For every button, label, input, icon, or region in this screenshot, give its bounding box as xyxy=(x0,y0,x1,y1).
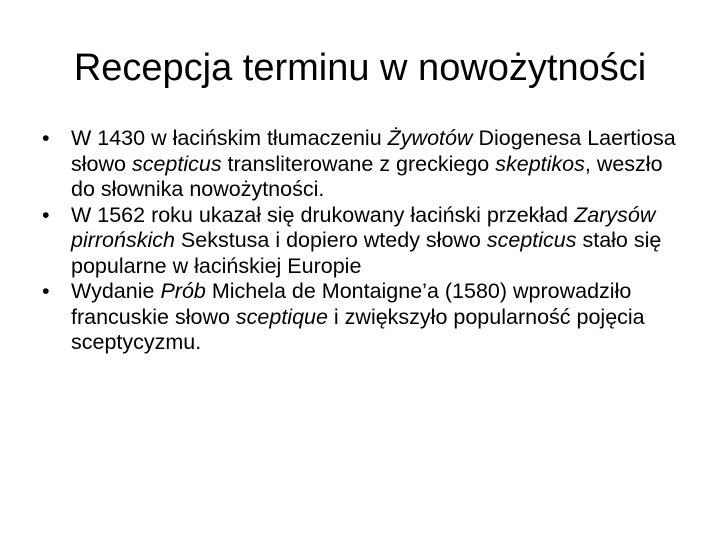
italic-title-text: scepticus xyxy=(486,228,577,252)
text-segment: transliterowane z greckiego xyxy=(221,151,496,176)
bullet-dot-icon: • xyxy=(42,126,50,150)
bullet-text xyxy=(71,126,676,201)
text-segment: , weszło do słownika nowożytności. xyxy=(71,151,663,201)
bullet-dot-icon: • xyxy=(42,279,50,303)
italic-title-text: Prób xyxy=(160,279,206,303)
bullet-item xyxy=(42,279,682,356)
slide-title: Recepcja terminu w nowożytności xyxy=(73,47,647,89)
text-segment: i zwiększyło popularność pojęcia sceptycyzmu. xyxy=(71,304,645,354)
italic-title-text: skeptikos xyxy=(495,151,585,176)
italic-title-text: sceptique xyxy=(235,304,328,329)
text-segment: Wydanie xyxy=(71,279,161,303)
text-segment: W 1430 w łacińskim tłumaczeniu xyxy=(71,126,388,150)
bullet-item xyxy=(42,203,682,280)
text-segment: Michela de Montaigne’a (1580) wprowadziło francuskie słowo xyxy=(71,279,632,329)
text-segment: Sekstusa i dopiero wtedy słowo xyxy=(174,228,487,252)
text-segment: W 1562 roku ukazał się drukowany łaciński przekład xyxy=(71,202,575,227)
bullet-dot-icon: • xyxy=(42,202,50,227)
bullet-text xyxy=(71,279,645,354)
bullet-list xyxy=(42,126,682,356)
text-segment: stało się popularne w łacińskiej Europie xyxy=(71,228,662,278)
italic-title-text: Zarysów pirrońskich xyxy=(71,202,656,252)
text-segment: Diogenesa Laertiosa słowo xyxy=(71,126,676,176)
bullet-text xyxy=(71,203,661,278)
bullet-item xyxy=(42,126,682,203)
italic-title-text: scepticus xyxy=(131,151,222,176)
italic-title-text: Żywotów xyxy=(387,126,473,150)
